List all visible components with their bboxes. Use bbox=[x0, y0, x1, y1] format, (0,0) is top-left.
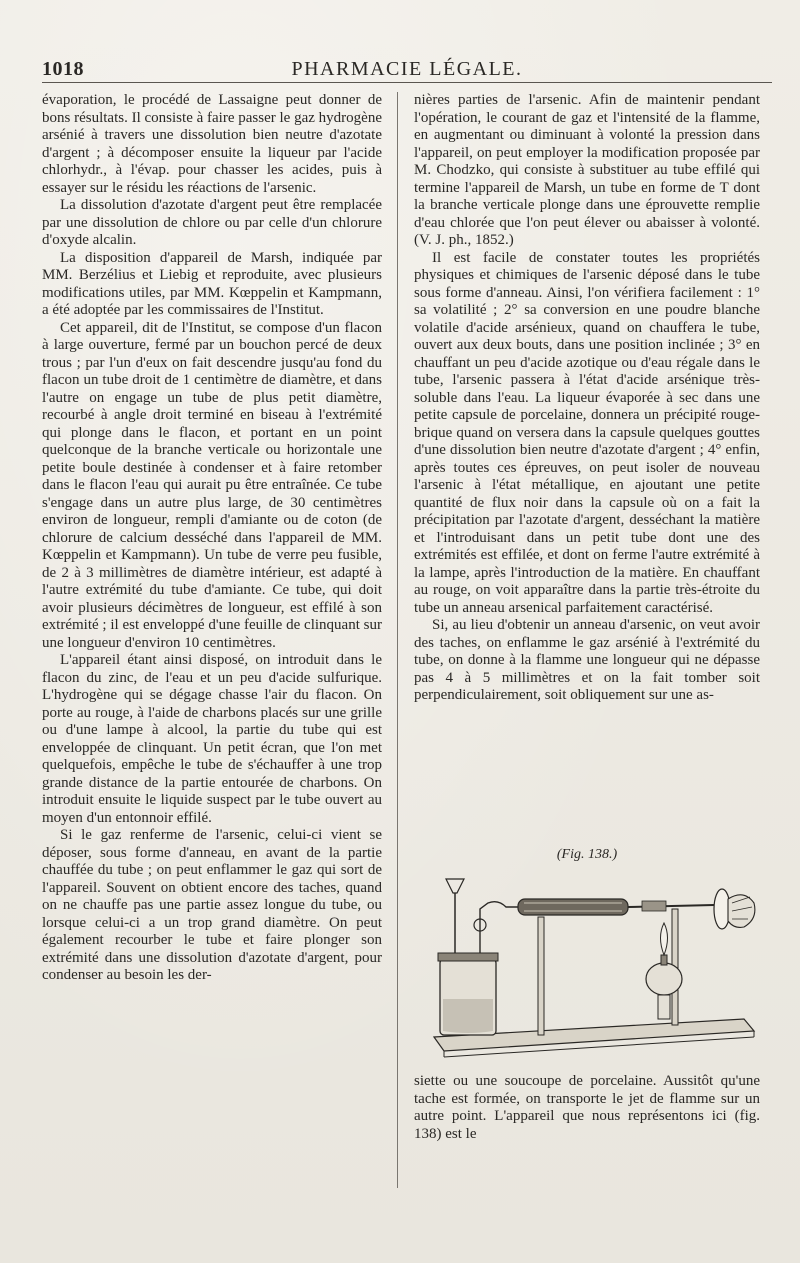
paragraph: Si le gaz renferme de l'arsenic, celui-ci vient se déposer, sous forme d'anneau, en avant de la partie chauffée du tube ; on peut enflammer le gaz qui sort de l'appareil. Souvent on obtient encore des taches, quand on ne chauffe pas une partie assez longue du tube, ou lorsque celui-ci a un trop grand diamètre. On peut également recourber le tube et faire plonger son extrémité dans une dissolution d'azotate d'argent, pour condenser au besoin les der- bbox=[42, 827, 382, 983]
paragraph: Il est facile de constater toutes les propriétés physiques et chimiques de l'arsenic déposé dans le tube sous forme d'anneau. Ainsi, l'on vérifiera facilement : 1° sa volatilité ; 2° sa conversion en une poudre blanche volatile d'acide arsénieux, quand on chauffera le tube, ouvert aux deux bouts, dans une position inclinée ; 3° en chauffant un peu d'acide azotique ou d'eau régale dans le tube, l'arsenic passera à l'état d'acide arsénique très-soluble dans l'eau. La liqueur évaporée à sec dans une petite capsule de porcelaine, donnera un précipité rouge-brique quand on versera dans la capsule quelques gouttes d'une dissolution bien neutre d'azotate d'argent ; 4° enfin, après toutes ces épreuves, on peut isoler de nouveau l'arsenic à l'état métallique, en ajoutant une petite quantité de flux noir dans la capsule où on a fait la précipitation par l'azotate d'argent, desséchant la matière et l'introduisant dans un petit tube dont une des extrémités est effilée, et dont on ferme l'autre extrémité à la lampe, après l'introduction de la matière. En chauffant au rouge, on voit apparaître dans la partie très-étroite du tube un anneau arsenical parfaitement caractérisé. bbox=[414, 249, 760, 616]
figure-caption: (Fig. 138.) bbox=[556, 847, 618, 862]
paragraph: siette ou une soucoupe de porcelaine. Aussitôt qu'une tache est formée, on transporte le jet de flamme sur un autre point. L'appareil que nous représentons ici (fig. 138) est le bbox=[414, 1073, 760, 1142]
paragraph: nières parties de l'arsenic. Afin de maintenir pendant l'opération, le courant de gaz et l'intensité de la flamme, en augmentant ou diminuant à volonté la pression dans l'appareil, on peut employer la modification proposée par M. Chodzko, qui consiste à substituer au tube effilé qui termine l'appareil de Marsh, un tube en forme de T dont la branche verticale plonge dans une éprouvette remplie d'eau chlorée que l'on peut élever ou abaisser à volonté. (V. J. ph., 1852.) bbox=[414, 92, 760, 248]
drying-tube bbox=[518, 899, 628, 915]
right-column bbox=[414, 92, 760, 705]
support-stand-left bbox=[538, 917, 544, 1035]
column-divider bbox=[397, 92, 398, 1188]
figure-138 bbox=[414, 847, 760, 1069]
page-number: 1018 bbox=[42, 58, 84, 80]
paragraph: L'appareil étant ainsi disposé, on introduit dans le flacon du zinc, de l'eau et un peu d'acide sulfurique. L'hydrogène qui se dégage chasse l'air du flacon. On porte au rouge, à l'aide de charbons placés sur une grille ou d'une lampe à alcool, la partie du tube qui est enveloppée de clinquant. Un petit écran, que l'on met quelquefois, empêche le tube de s'échauffer à une trop grande distance de la partie entourée de charbons. On introduit ensuite le liquide suspect par le tube ouvert au moyen d'un entonnoir effilé. bbox=[42, 652, 382, 826]
marsh-apparatus-illustration bbox=[414, 869, 760, 1067]
paragraph: Si, au lieu d'obtenir un anneau d'arsenic, on veut avoir des taches, on enflamme le gaz arsénié à l'extrémité du tube, on donne à la flamme une longueur qui ne dépasse pas 4 à 5 millimètres et on la fait tomber soit perpendiculairement, soit obliquement sur une as- bbox=[414, 617, 760, 703]
running-title: PHARMACIE LÉGALE. bbox=[291, 58, 523, 80]
paragraph: La dissolution d'azotate d'argent peut être remplacée par une dissolution de chlore ou par celle d'un chlorure d'oxyde alcalin. bbox=[42, 197, 382, 248]
paragraph: La disposition d'appareil de Marsh, indiquée par MM. Berzélius et Liebig et reproduite, avec plusieurs modifications utiles, par MM. Kœppelin et Kampmann, a été adoptée par les commissaires de l'Institut. bbox=[42, 249, 382, 318]
paragraph: évaporation, le procédé de Lassaigne peut donner de bons résultats. Il consiste à faire passer le gaz hydrogène arsénié à travers une dissolution bien neutre d'azotate d'argent ; à décomposer ensuite la liqueur par l'acide chlorhydr., à l'évap. pour chasser les acides, puis à essayer sur le résidu les réactions de l'arsenic. bbox=[42, 92, 382, 196]
right-column-continuation bbox=[414, 1073, 760, 1143]
paragraph: Cet appareil, dit de l'Institut, se compose d'un flacon à large ouverture, fermé par un bouchon percé de deux trous ; par l'un d'eux on fait descendre jusqu'au fond du flacon un tube droit de 1 centimètre de diamètre, et dans l'autre on engage un tube de plus petit diamètre, recourbé à angle droit terminé en biseau à l'extrémité qui plonge dans le flacon, et portant en un point quelconque de la branche verticale ou horizontale une petite boule destinée à condenser et à faire retomber dans le flacon l'eau qui aurait pu être entraînée. Ce tube s'engage dans un autre plus large, de 30 centimètres environ de longueur, rempli d'amiante ou de coton (de chlorure de calcium desséché dans l'appareil de MM. Kœppelin et Kampmann). Un tube de verre peu fusible, de 2 à 3 millimètres de diamètre intérieur, est adapté à l'autre extrémité du tube d'amiante. Ce tube, qui doit avoir plusieurs décimètres de longueur, est effilé à son extrémité ; il est enveloppé d'une feuille de clinquant sur une longueur d'environ 10 centimètres. bbox=[42, 319, 382, 651]
left-column bbox=[42, 92, 382, 985]
running-head bbox=[42, 58, 772, 83]
hand-holding-dish bbox=[728, 895, 755, 928]
